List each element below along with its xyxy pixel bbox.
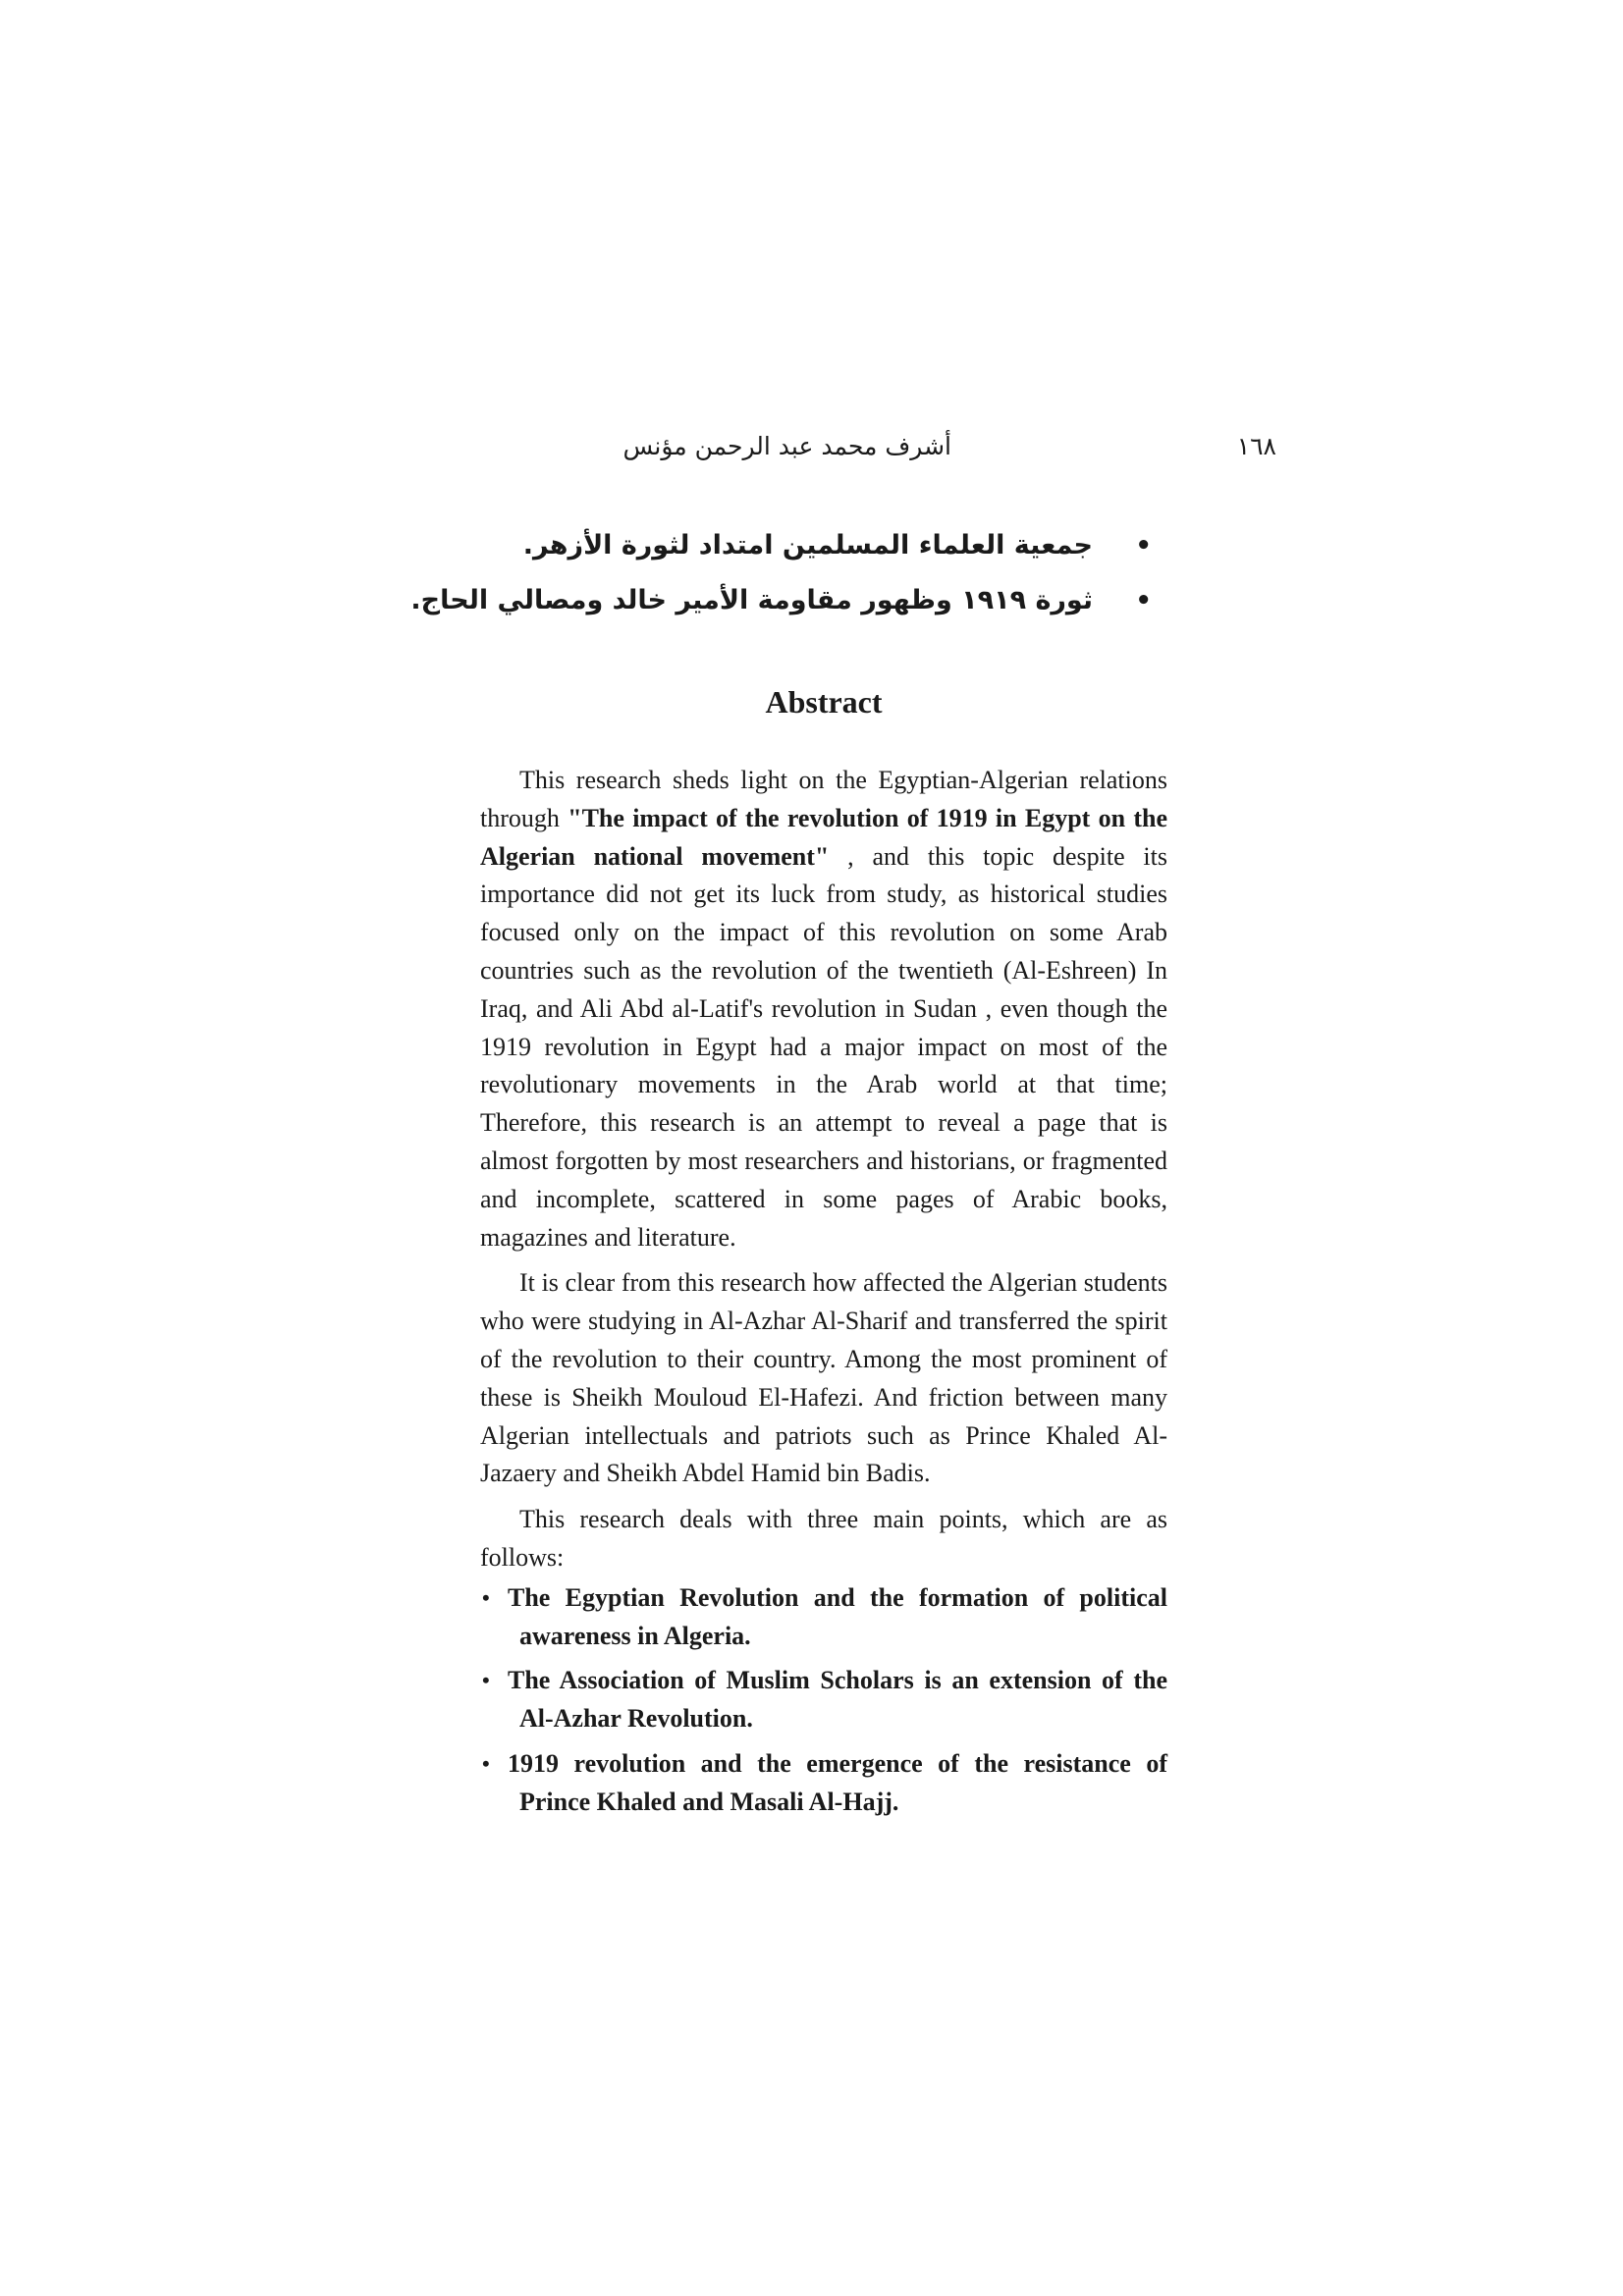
arabic-points-list — [410, 518, 1152, 628]
arabic-point-text: ثورة ١٩١٩ وظهور مقاومة الأمير خالد ومصالي الحاج. — [410, 585, 1093, 615]
bullet-icon: • — [1135, 586, 1152, 615]
main-point-text: The Association of Muslim Scholars is an extension of the Al-Azhar Revolution. — [508, 1666, 1167, 1734]
arabic-point — [464, 518, 1152, 573]
abstract-paragraph-1 — [480, 762, 1167, 1256]
abstract-body — [480, 762, 1167, 1829]
main-point — [480, 1579, 1167, 1656]
bullet-icon: • — [482, 1750, 490, 1776]
main-point-text: 1919 revolution and the emergence of the resistance of Prince Khaled and Masali Al-Hajj. — [508, 1748, 1167, 1816]
running-title-author: أشرف محمد عبد الرحمن مؤنس — [622, 432, 951, 460]
main-point-text: The Egyptian Revolution and the formation of political awareness in Algeria. — [508, 1582, 1167, 1650]
arabic-point-text: جمعية العلماء المسلمين امتداد لثورة الأزهر. — [522, 530, 1093, 561]
running-header — [622, 429, 1276, 478]
research-title: "The impact of the revolution of 1919 in Egypt on the Algerian national movement" — [480, 803, 1167, 871]
abstract-heading: Abstract — [765, 684, 883, 720]
main-point — [480, 1745, 1167, 1822]
abstract-paragraph-2: It is clear from this research how affected the Algerian students who were studying in Al-Azhar Al-Sharif and transferred the spirit of the revolution to their country. Among the most prominent of these is Sheikh Mouloud El-Hafezi. And friction between many Algerian intellectuals and patriots such as Prince Khaled Al-Jazaery and Sheikh Abdel Hamid bin Badis. — [480, 1268, 1167, 1488]
bullet-icon: • — [1135, 531, 1152, 561]
main-points-list — [480, 1579, 1167, 1822]
main-point — [480, 1662, 1167, 1738]
bullet-icon: • — [482, 1668, 490, 1693]
abstract-paragraph-3: This research deals with three main points, which are as follows: — [480, 1505, 1167, 1572]
page-number: ١٦٨ — [1236, 432, 1276, 460]
paragraph-text: This research sheds light on the Egyptian-Algerian relations through — [480, 766, 1167, 832]
bullet-icon: • — [482, 1584, 490, 1610]
paragraph-text: , and this topic despite its importance did not get its luck from study, as historical studies focused only on the impact of this revolution on some Arab countries such as the revolution of the twentieth (Al-Eshreen) In Iraq, and Ali Abd al-Latif's revolution in Sudan , even though the 1919 revolution in Egypt had a major impact on most of the revolutionary movements in the Arab world at that time; Therefore, this research is an attempt to reveal a page that is almost forgotten by most researchers and historians, or fragmented and incomplete, scattered in some pages of Arabic books, magazines and literature. — [480, 841, 1167, 1252]
arabic-point — [410, 573, 1152, 628]
